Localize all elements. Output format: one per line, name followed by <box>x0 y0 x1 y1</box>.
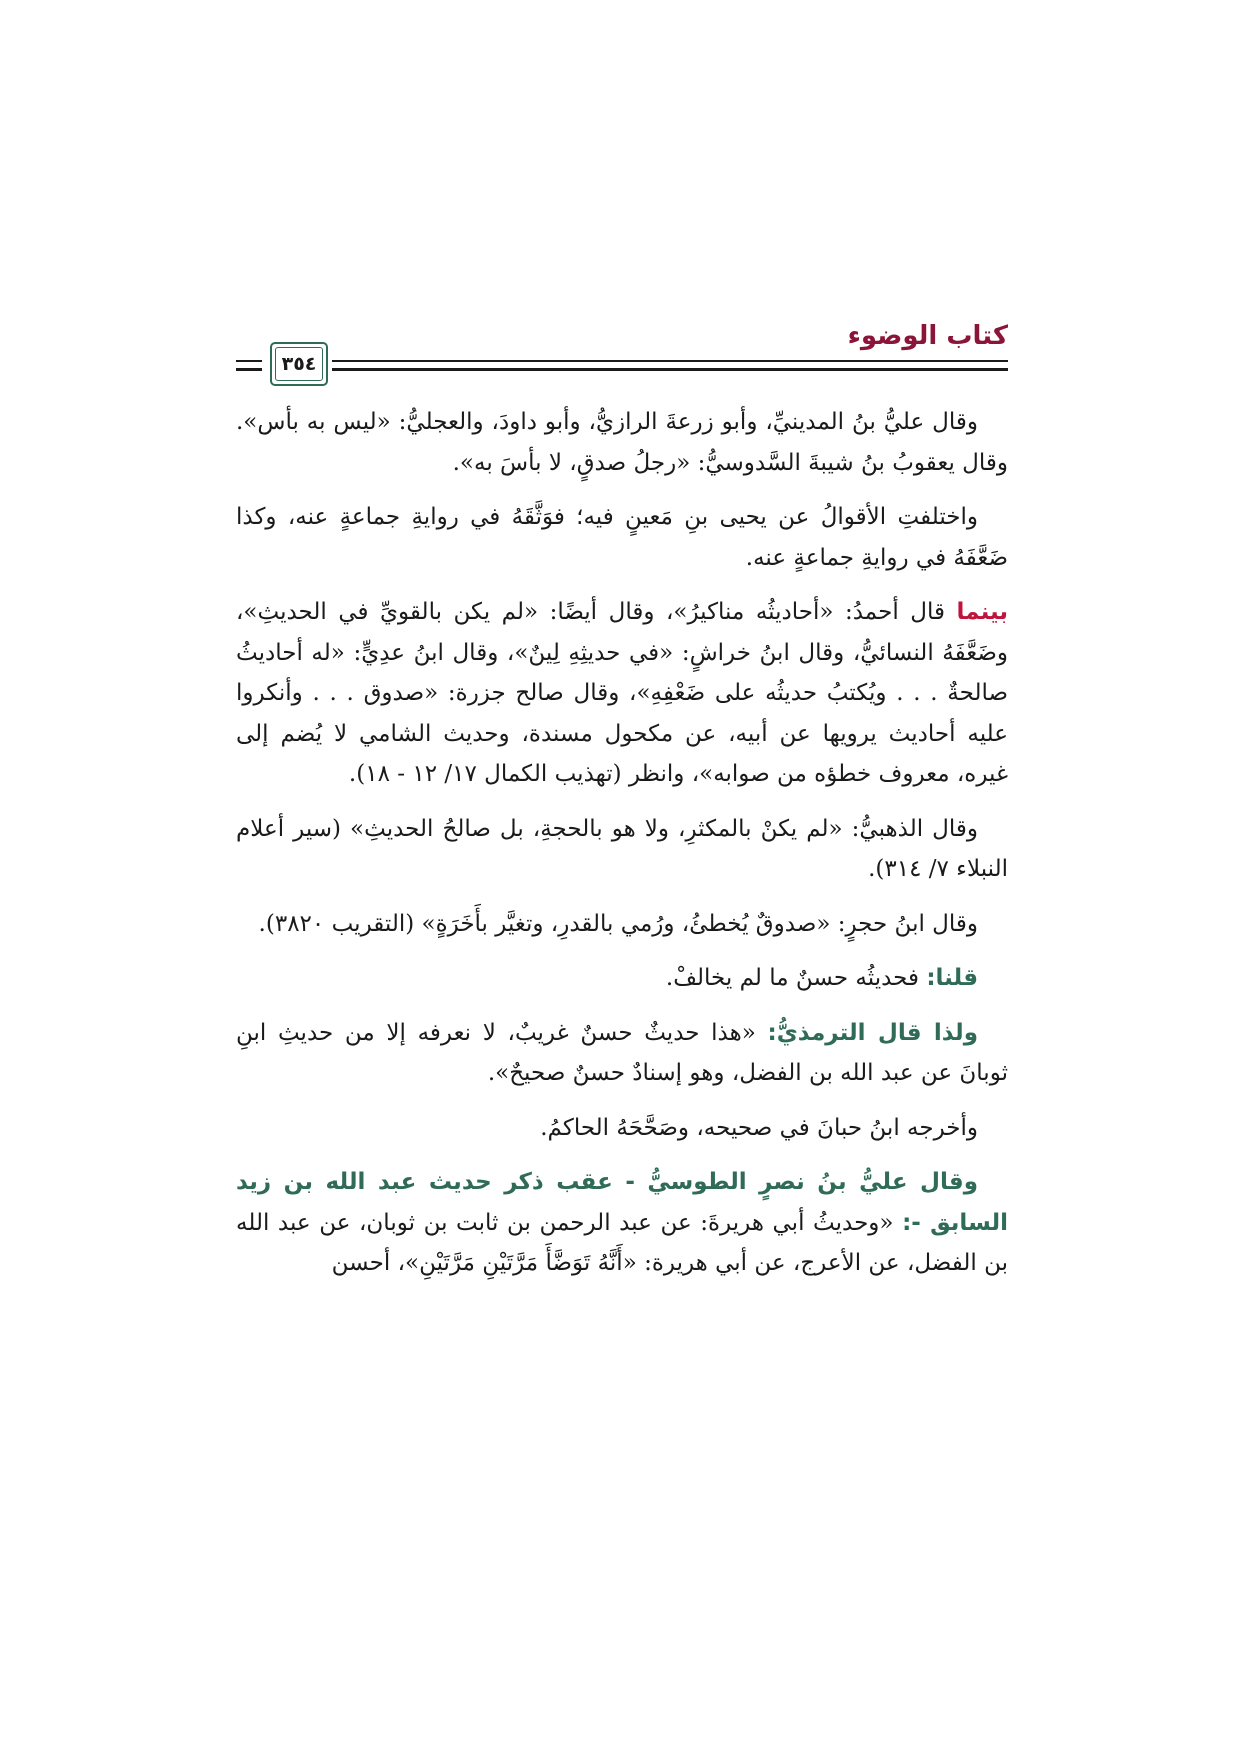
paragraph-3 <box>236 592 1008 795</box>
paragraph-2-text: واختلفتِ الأقوالُ عن يحيى بنِ مَعينٍ فيه؛ فوَثَّقَهُ في روايةِ جماعةٍ عنه، وكذا ضَعَّفَهُ في روايةِ جماعةٍ عنه. <box>236 504 1008 571</box>
paragraph-3-text: قال أحمدُ: «أحاديثُه مناكيرُ»، وقال أيضًا: «لم يكن بالقويِّ في الحديثِ»، وضَعَّفَهُ النسائيُّ، وقال ابنُ خراشٍ: «في حديثِهِ لِينٌ»، وقال ابنُ عدِيٍّ: «له أحاديثُ صالحةٌ . . . ويُكتبُ حديثُه على ضَعْفِهِ»، وقال صالح جزرة: «صدوق . . . وأنكروا عليه أحاديث يرويها عن أبيه، عن مكحول مسندة، وحديث الشامي لا يُضم إلى غيره، معروف خطؤه من صوابه»، وانظر (تهذيب الكمال ١٧/ ١٢ - ١٨). <box>236 599 1008 787</box>
paragraph-7-label: ولذا قال الترمذيُّ: <box>767 1019 978 1046</box>
paragraph-4 <box>236 809 1008 890</box>
paragraph-8 <box>236 1108 1008 1149</box>
paragraph-1-text: وقال عليُّ بنُ المدينيِّ، وأبو زرعةَ الرازيُّ، وأبو داودَ، والعجليُّ: «ليس به بأس». وقال يعقوبُ بنُ شيبةَ السَّدوسيُّ: «رجلُ صدقٍ، لا بأسَ به». <box>236 409 1008 476</box>
paragraph-1 <box>236 402 1008 483</box>
header-rule-left-thick <box>236 368 262 371</box>
page-header <box>236 318 1008 390</box>
book-title: كتاب الوضوء <box>847 321 1008 351</box>
paragraph-5-text: وقال ابنُ حجرٍ: «صدوقٌ يُخطئُ، ورُمي بالقدرِ، وتغيَّر بأَخَرَةٍ» (التقريب ٣٨٢٠). <box>258 910 978 937</box>
paragraph-9 <box>236 1162 1008 1284</box>
paragraph-2 <box>236 497 1008 578</box>
paragraph-7-text: «هذا حديثٌ حسنٌ غريبٌ، لا نعرفه إلا من حديثِ ابنِ ثوبانَ عن عبد الله بن الفضل، وهو إسنادٌ حسنٌ صحيحٌ». <box>236 1019 1008 1086</box>
paragraph-6 <box>236 958 1008 999</box>
header-rule-left-thin <box>236 360 262 362</box>
paragraph-3-label: بينما <box>956 599 1008 625</box>
page-number: ٣٥٤ <box>281 353 317 375</box>
paragraph-8-text: وأخرجه ابنُ حبانَ في صحيحه، وصَحَّحَهُ الحاكمُ. <box>540 1114 978 1141</box>
header-rule-thin <box>332 360 1008 362</box>
header-rule-thick <box>332 368 1008 371</box>
page-number-frame-icon <box>270 342 328 386</box>
paragraph-9-label: وقال عليُّ بنُ نصرٍ الطوسيُّ - عقب ذكر حديث عبد الله بن زيد السابق -: <box>236 1169 1008 1236</box>
paragraph-6-text: فحديثُه حسنٌ ما لم يخالفْ. <box>665 965 927 991</box>
paragraph-7 <box>236 1013 1008 1094</box>
paragraph-6-label: قلنا: <box>926 965 978 991</box>
paragraph-4-text: وقال الذهبيُّ: «لم يكنْ بالمكثرِ، ولا هو بالحجةِ، بل صالحُ الحديثِ» (سير أعلام النبلاء ٧/ ٣١٤). <box>236 815 1008 882</box>
paragraph-9-text: «وحديثُ أبي هريرةَ: عن عبد الرحمن بن ثابت بن ثوبان، عن عبد الله بن الفضل، عن الأعرج، عن أبي هريرة: «أَنَّهُ تَوَضَّأَ مَرَّتَيْنِ مَرَّتَيْنِ»، أحسن <box>236 1209 1008 1276</box>
page-body <box>236 402 1008 1298</box>
paragraph-5 <box>236 904 1008 945</box>
